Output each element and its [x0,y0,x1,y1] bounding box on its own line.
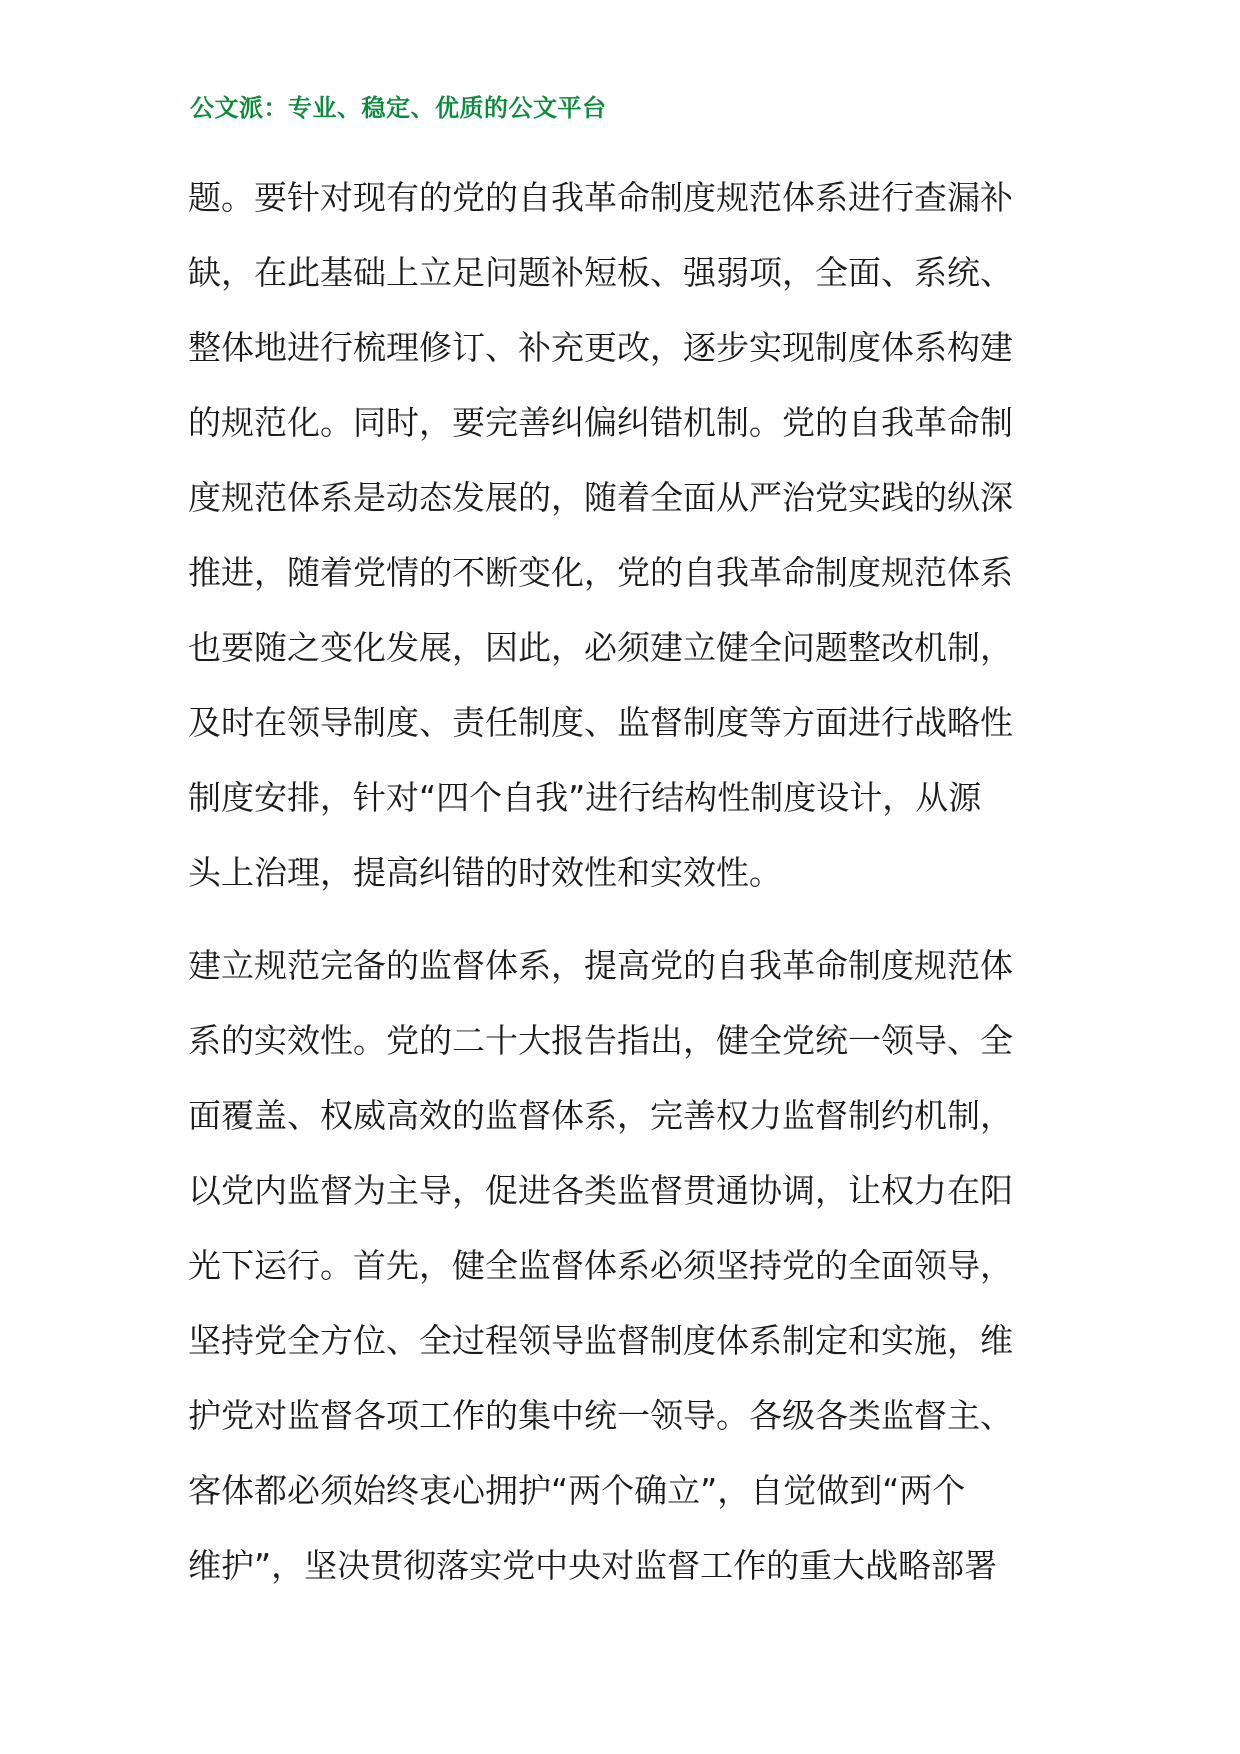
document-body [188,168,1058,1611]
paragraph-2 [188,936,1058,1611]
text-line: 也要随之变化发展，因此，必须建立健全问题整改机制， [188,628,1013,667]
text-line: 系的实效性。党的二十大报告指出，健全党统一领导、全 [188,1021,1013,1060]
text-line: 度规范体系是动态发展的，随着全面从严治党实践的纵深 [188,478,1013,517]
text-line: 维护”，坚决贯彻落实党中央对监督工作的重大战略部署 [188,1546,998,1585]
text-line: 推进，随着党情的不断变化，党的自我革命制度规范体系 [188,553,1013,592]
text-line: 客体都必须始终衷心拥护“两个确立”，自觉做到“两个 [188,1471,966,1510]
paragraph-1 [188,168,1058,918]
text-line: 头上治理，提高纠错的时效性和实效性。 [188,853,782,892]
text-line: 光下运行。首先，健全监督体系必须坚持党的全面领导， [188,1246,1013,1285]
text-line: 坚持党全方位、全过程领导监督制度体系制定和实施，维 [188,1321,1013,1360]
text-line: 以党内监督为主导，促进各类监督贯通协调，让权力在阳 [188,1171,1013,1210]
text-line: 制度安排，针对“四个自我”进行结构性制度设计，从源 [188,778,982,817]
text-line: 缺，在此基础上立足问题补短板、强弱项，全面、系统、 [188,253,1013,292]
text-line: 建立规范完备的监督体系，提高党的自我革命制度规范体 [188,946,1013,985]
text-line: 及时在领导制度、责任制度、监督制度等方面进行战略性 [188,703,1013,742]
paragraph-gap [188,918,1058,936]
site-header-title: 公文派：专业、稳定、优质的公文平台 [190,93,607,122]
text-line: 护党对监督各项工作的集中统一领导。各级各类监督主、 [188,1396,1013,1435]
text-line: 题。要针对现有的党的自我革命制度规范体系进行查漏补 [188,178,1013,217]
text-line: 面覆盖、权威高效的监督体系，完善权力监督制约机制， [188,1096,1013,1135]
text-line: 整体地进行梳理修订、补充更改，逐步实现制度体系构建 [188,328,1013,367]
text-line: 的规范化。同时，要完善纠偏纠错机制。党的自我革命制 [188,403,1013,442]
